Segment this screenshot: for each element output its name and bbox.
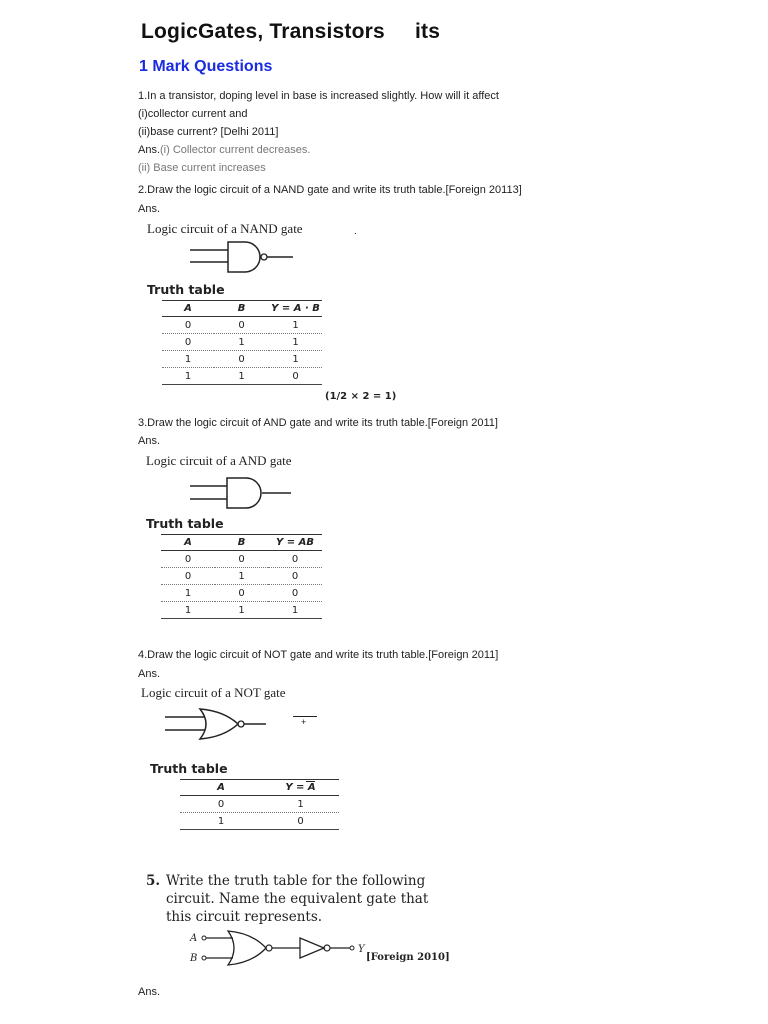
cell: 0 xyxy=(268,568,322,585)
question-5-line3: this circuit represents. xyxy=(166,909,323,925)
cell: 0 xyxy=(262,813,339,830)
not-caption: Logic circuit of a NOT gate xyxy=(141,685,286,700)
cell: 0 xyxy=(269,368,322,385)
table-row xyxy=(180,796,339,813)
cell: 0 xyxy=(180,796,262,813)
table-row xyxy=(161,602,322,619)
cell: 0 xyxy=(268,551,322,568)
cell: 0 xyxy=(215,551,268,568)
cell: 1 xyxy=(215,568,268,585)
column-header: A xyxy=(180,780,262,796)
column-header: Y = AB xyxy=(268,535,322,551)
column-header xyxy=(262,780,339,796)
nand-truth-label: Truth table xyxy=(147,282,225,297)
question-3: 3.Draw the logic circuit of AND gate and write its truth table.[Foreign 2011] xyxy=(138,417,498,429)
question-1 xyxy=(138,89,499,175)
cell: 1 xyxy=(214,334,269,351)
source-note: [Foreign 2010] xyxy=(366,952,450,963)
cell: 1 xyxy=(262,796,339,813)
cell: 1 xyxy=(162,368,214,385)
cell: 1 xyxy=(161,585,215,602)
not-truth-table xyxy=(180,779,339,830)
and-truth-label: Truth table xyxy=(146,516,224,531)
not-output-header: Y = A xyxy=(285,782,316,793)
cell: 1 xyxy=(214,368,269,385)
and-caption: Logic circuit of a AND gate xyxy=(146,453,292,468)
column-header: A xyxy=(162,301,214,317)
cell: 0 xyxy=(214,351,269,368)
table-row xyxy=(161,568,322,585)
nand-gate-icon xyxy=(185,240,300,274)
plus-mark: + xyxy=(301,717,307,727)
question-1-line1: 1.In a transistor, doping level in base is increased slightly. How will it affect xyxy=(138,90,499,102)
input-a-label: A xyxy=(190,933,198,944)
table-row xyxy=(162,351,322,368)
answer-2-label: Ans. xyxy=(138,203,161,215)
and-gate-icon xyxy=(185,476,300,510)
column-header: B xyxy=(214,301,269,317)
table-row xyxy=(162,317,322,334)
cell: 0 xyxy=(162,334,214,351)
answer-label: Ans. xyxy=(138,144,161,156)
page-title: LogicGates, Transistors its xyxy=(141,20,441,43)
marks-note: (1/2 × 2 = 1) xyxy=(325,391,397,402)
table-header-row xyxy=(180,780,339,796)
column-header: B xyxy=(215,535,268,551)
cell: 1 xyxy=(268,602,322,619)
table-row xyxy=(162,334,322,351)
section-heading: 1 Mark Questions xyxy=(139,58,273,75)
input-b-label: B xyxy=(190,953,198,964)
cell: 1 xyxy=(180,813,262,830)
column-header: A xyxy=(161,535,215,551)
answer-1-line2: (ii) Base current increases xyxy=(138,162,266,174)
nand-caption: Logic circuit of a NAND gate xyxy=(147,221,303,236)
answer-1-text: (i) Collector current decreases. xyxy=(160,144,311,156)
cell: 0 xyxy=(161,551,215,568)
cell: 1 xyxy=(269,351,322,368)
nor-not-circuit-icon xyxy=(188,928,373,968)
cell: 0 xyxy=(268,585,322,602)
question-4: 4.Draw the logic circuit of NOT gate and write its truth table.[Foreign 2011] xyxy=(138,649,499,661)
cell: 0 xyxy=(214,317,269,334)
cell: 1 xyxy=(269,317,322,334)
question-5 xyxy=(146,872,428,926)
question-5-number: 5. xyxy=(146,873,161,889)
cell: 1 xyxy=(269,334,322,351)
not-truth-label: Truth table xyxy=(150,761,228,776)
overbar xyxy=(306,781,315,782)
table-header-row xyxy=(161,535,322,551)
answer-5-label: Ans. xyxy=(138,986,161,998)
not-gate-icon xyxy=(160,706,275,742)
answer-1-line1 xyxy=(138,143,499,157)
question-5-line1: Write the truth table for the following xyxy=(166,873,426,889)
table-row xyxy=(161,551,322,568)
cell: 1 xyxy=(162,351,214,368)
cell: 0 xyxy=(161,568,215,585)
cell: 1 xyxy=(161,602,215,619)
column-header: Y = A · B xyxy=(269,301,322,317)
answer-3-label: Ans. xyxy=(138,435,161,447)
cell: 0 xyxy=(215,585,268,602)
table-row xyxy=(162,368,322,385)
question-5-line2: circuit. Name the equivalent gate that xyxy=(166,891,429,907)
output-y-label: Y xyxy=(358,944,365,955)
and-truth-table xyxy=(161,534,322,619)
table-row xyxy=(161,585,322,602)
question-2: 2.Draw the logic circuit of a NAND gate and write its truth table.[Foreign 20113] xyxy=(138,184,522,196)
dot-mark: . xyxy=(354,226,357,237)
table-row xyxy=(180,813,339,830)
question-1-line3: (ii)base current? [Delhi 2011] xyxy=(138,126,279,138)
question-1-line2: (i)collector current and xyxy=(138,108,248,120)
table-header-row xyxy=(162,301,322,317)
answer-4-label: Ans. xyxy=(138,668,161,680)
cell: 0 xyxy=(162,317,214,334)
cell: 1 xyxy=(215,602,268,619)
nand-truth-table xyxy=(162,300,322,385)
